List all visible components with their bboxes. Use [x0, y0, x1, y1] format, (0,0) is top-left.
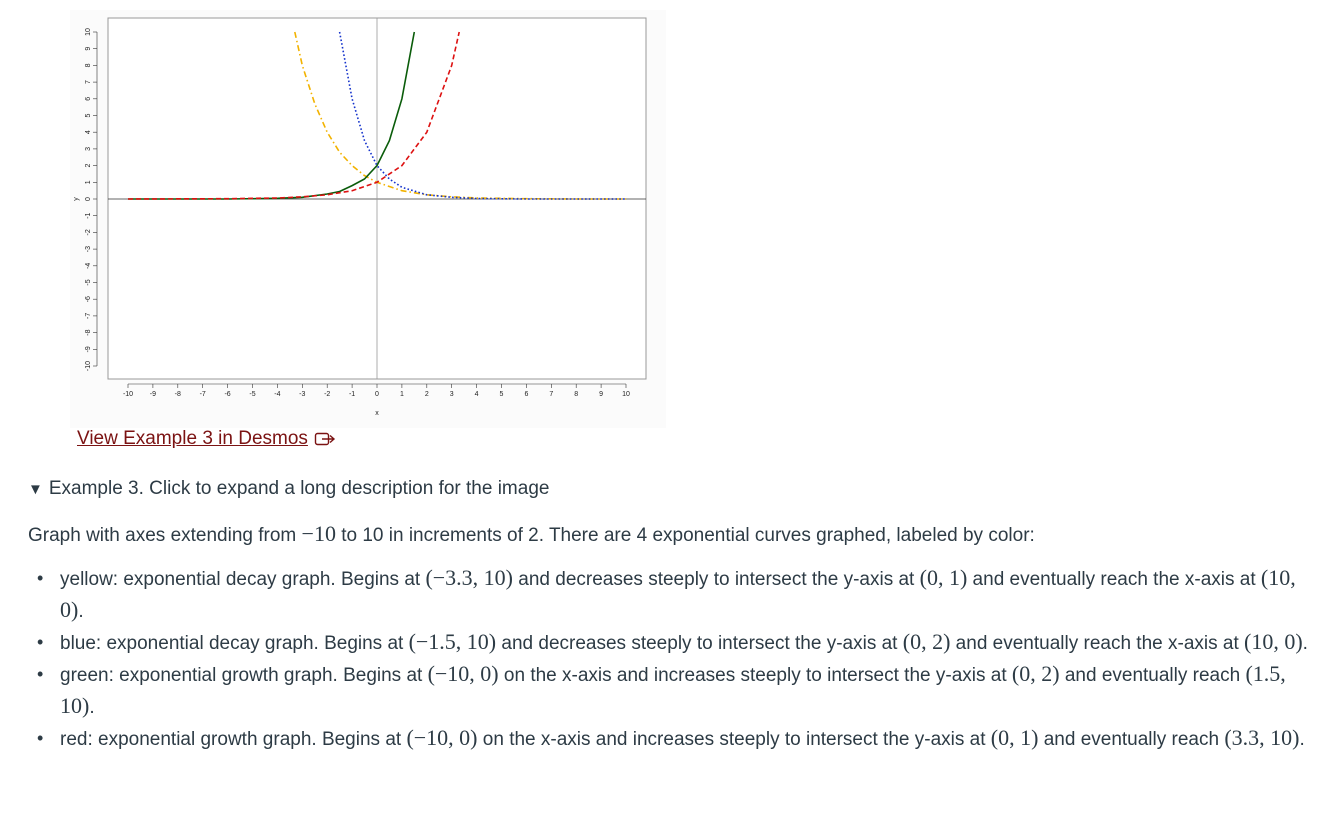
disclosure-triangle-icon: ▼ — [28, 480, 43, 498]
x-tick-label: -7 — [199, 391, 206, 398]
y-tick-label: -8 — [85, 329, 92, 336]
x-tick-label: 9 — [599, 391, 604, 398]
x-axis-label: x — [375, 410, 379, 417]
x-tick-label: 4 — [474, 391, 479, 398]
y-tick-label: 6 — [85, 96, 92, 101]
y-tick-label: -6 — [85, 296, 92, 303]
graph-image — [70, 10, 666, 428]
y-tick-label: -3 — [85, 245, 92, 253]
x-tick-label: 7 — [549, 391, 554, 398]
y-axis-label: y — [73, 197, 80, 201]
y-tick-label: 0 — [85, 197, 92, 201]
y-tick-label: -4 — [85, 262, 92, 269]
x-tick-label: 0 — [375, 391, 379, 398]
description-paragraph — [28, 520, 1318, 550]
exponential-graph — [70, 10, 666, 428]
intro-text: Graph with axes extending from — [28, 525, 302, 546]
y-tick-label: 7 — [85, 80, 92, 85]
x-tick-label: 3 — [449, 391, 454, 398]
y-tick-label: -9 — [85, 346, 92, 353]
x-tick-label: -1 — [348, 391, 356, 398]
y-tick-label: -1 — [85, 212, 92, 219]
x-tick-label: 8 — [574, 391, 579, 398]
list-item: • blue: exponential decay graph. Begins at (−1.5, 10) and decreases steeply to intersect the y-axis at (0, 2) and eventually reach the x-axis at (10, 0). — [28, 627, 1318, 659]
details-summary-text: Example 3. Click to expand a long description for the image — [48, 478, 550, 499]
y-tick-group — [85, 28, 97, 371]
x-tick-label: 6 — [524, 391, 529, 398]
x-tick-label: 5 — [499, 391, 504, 398]
y-tick-label: 5 — [85, 113, 92, 118]
x-tick-label: -6 — [224, 391, 231, 398]
y-tick-label: -5 — [85, 279, 92, 286]
x-tick-label: -4 — [274, 391, 281, 398]
list-item: • yellow: exponential decay graph. Begins at (−3.3, 10) and decreases steeply to intersect the y-axis at (0, 1) and eventually reach the x-axis at (10, 0). — [28, 563, 1318, 627]
x-tick-label: 10 — [622, 391, 630, 398]
y-tick-label: 4 — [85, 130, 92, 135]
external-link-icon — [314, 430, 336, 448]
y-tick-label: -10 — [85, 360, 92, 372]
x-tick-label: -5 — [249, 391, 256, 398]
x-tick-label: -3 — [299, 391, 306, 398]
y-tick-label: 8 — [85, 63, 92, 68]
x-tick-group — [123, 384, 630, 398]
desmos-link-label: View Example 3 in Desmos — [77, 428, 308, 449]
x-tick-label: -10 — [122, 391, 134, 398]
x-tick-label: -8 — [174, 391, 181, 398]
y-tick-label: -2 — [85, 229, 92, 236]
intro-math: −10 — [301, 521, 336, 546]
y-tick-label: -7 — [85, 312, 92, 320]
view-in-desmos-link[interactable] — [77, 428, 336, 450]
intro-text-end: to 10 in increments of 2. There are 4 exponential curves graphed, labeled by color: — [335, 525, 1035, 546]
y-tick-label: 10 — [85, 28, 92, 36]
y-tick-label: 2 — [85, 163, 92, 168]
y-tick-label: 1 — [85, 180, 92, 185]
y-tick-label: 3 — [85, 146, 92, 151]
details-summary[interactable] — [28, 478, 549, 500]
list-item: • red: exponential growth graph. Begins at (−10, 0) on the x-axis and increases steeply to intersect the y-axis at (0, 1) and eventually reach (3.3, 10). — [28, 723, 1318, 755]
x-tick-label: -2 — [324, 391, 331, 398]
curve-description-list — [28, 563, 1318, 755]
x-tick-label: 2 — [424, 391, 429, 398]
list-item: • green: exponential growth graph. Begins at (−10, 0) on the x-axis and increases steeply to intersect the y-axis at (0, 2) and eventually reach (1.5, 10). — [28, 659, 1318, 723]
x-tick-label: 1 — [399, 391, 404, 398]
y-tick-label: 9 — [85, 46, 92, 51]
x-tick-label: -9 — [149, 391, 157, 398]
